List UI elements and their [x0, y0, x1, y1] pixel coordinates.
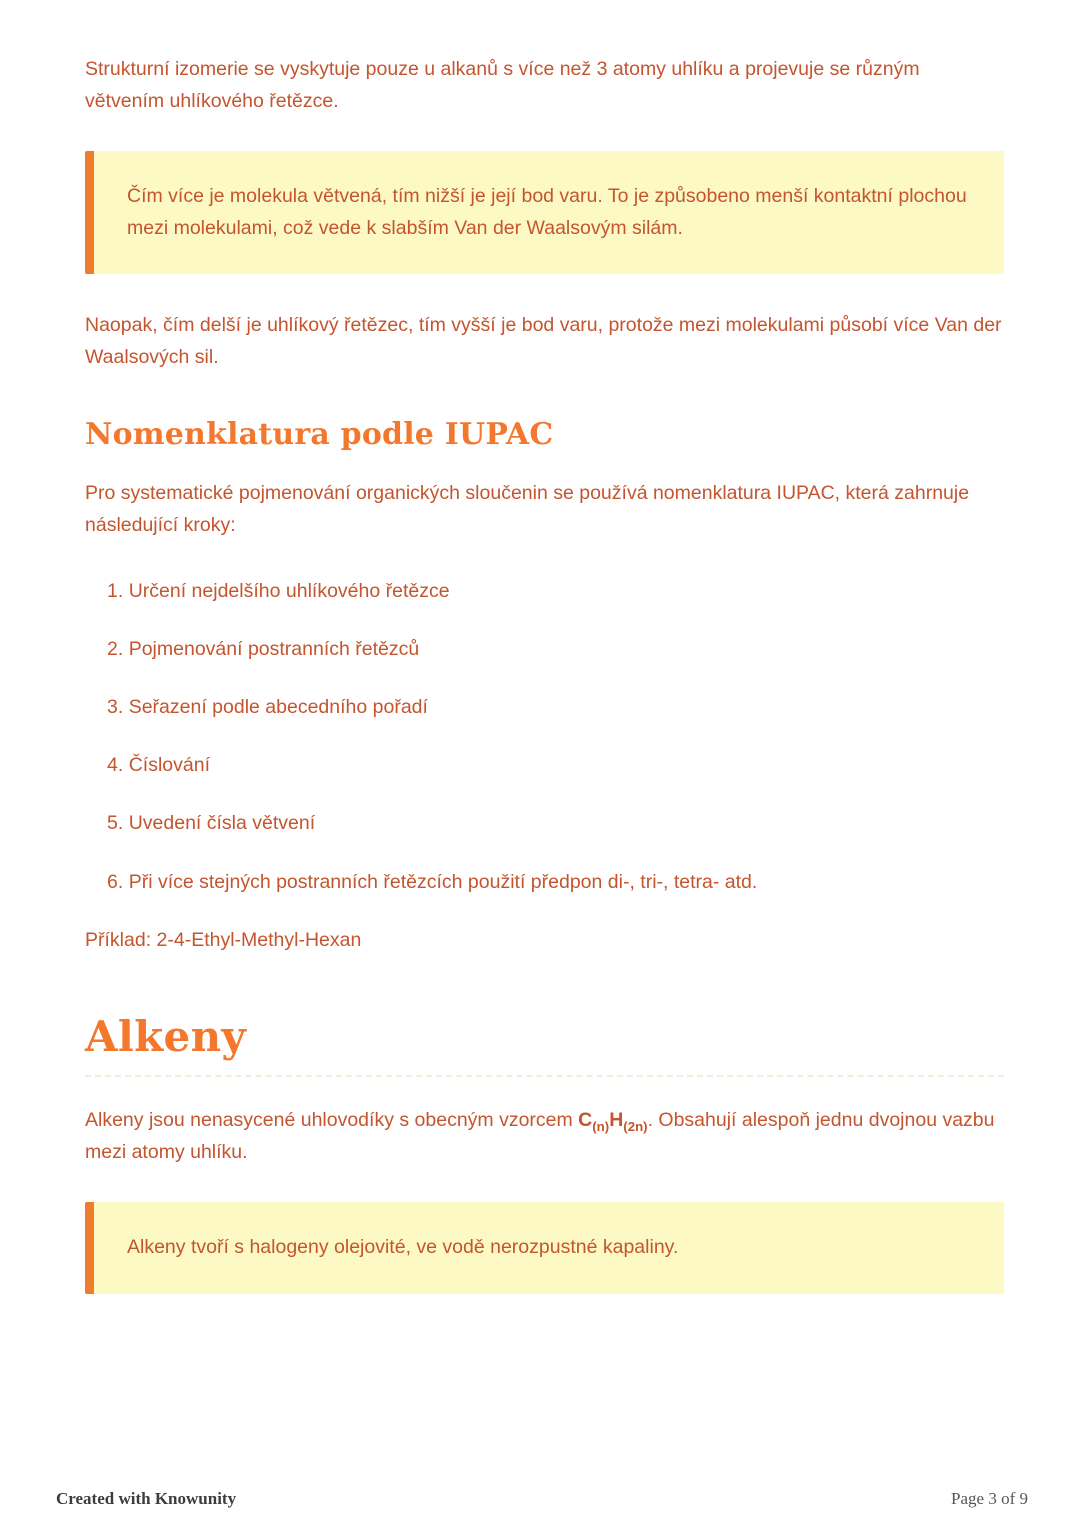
dashed-divider — [85, 1075, 1004, 1077]
paragraph-structural-isomerism: Strukturní izomerie se vyskytuje pouze u alkanů s více než 3 atomy uhlíku a projevuje se různým větvením uhlíkového řetězce. — [85, 58, 920, 112]
alkene-formula — [578, 1109, 648, 1135]
footer-created-with: Created with Knowunity — [56, 1489, 237, 1508]
callout-box-alkenes — [85, 1202, 1004, 1294]
heading-alkenes: Alkeny — [85, 1012, 247, 1062]
alkenes-intro-post: . Obsahují alespoň jednu dvojnou vazbu mezi atomy uhlíku. — [85, 1109, 995, 1163]
page-footer — [56, 1489, 1028, 1509]
paragraph-example: Příklad: 2-4-Ethyl-Methyl-Hexan — [85, 928, 362, 951]
footer-page-number: Page 3 of 9 — [951, 1489, 1028, 1508]
heading-iupac-nomenclature: Nomenklatura podle IUPAC — [85, 417, 554, 453]
alkenes-intro-pre: Alkeny jsou nenasycené uhlovodíky s obecným vzorcem — [85, 1109, 579, 1132]
list-item: Při více stejných postranních řetězcích použití předpon di-, tri-, tetra- atd. — [128, 870, 758, 893]
list-item: Seřazení podle abecedního pořadí — [128, 696, 428, 718]
paragraph-iupac-intro: Pro systematické pojmenování organických sloučenin se používá nomenklatura IUPAC, která zahrnuje následující kroky: — [85, 482, 970, 537]
callout-box-branching — [85, 151, 1004, 274]
paragraph-chain-length: Naopak, čím delší je uhlíkový řetězec, tím vyšší je bod varu, protože mezi molekulami působí více Van der Waalsových sil. — [85, 314, 1002, 368]
list-item: Uvedení čísla větvení — [128, 812, 316, 835]
list-item: Určení nejdelšího uhlíkového řetězce — [128, 579, 450, 602]
callout-alkenes-text: Alkeny tvoří s halogeny olejovité, ve vodě nerozpustné kapaliny. — [127, 1236, 679, 1259]
formula-hydrogen-subscript: (2n) — [623, 1119, 648, 1135]
list-item: Pojmenování postranních řetězců — [128, 637, 420, 660]
formula-hydrogen: H — [609, 1109, 624, 1132]
list-item: Číslování — [128, 754, 210, 777]
iupac-steps-list — [85, 576, 1004, 898]
formula-carbon-subscript: (n) — [592, 1119, 610, 1135]
callout-branching-text: Čím více je molekula větvená, tím nižší je její bod varu. To je způsobeno menší kontaktní plochou mezi molekulami, což vede k slabším Van der Waalsovým silám. — [127, 185, 967, 239]
formula-carbon: C — [578, 1109, 593, 1132]
paragraph-alkenes-intro — [85, 1105, 1004, 1168]
